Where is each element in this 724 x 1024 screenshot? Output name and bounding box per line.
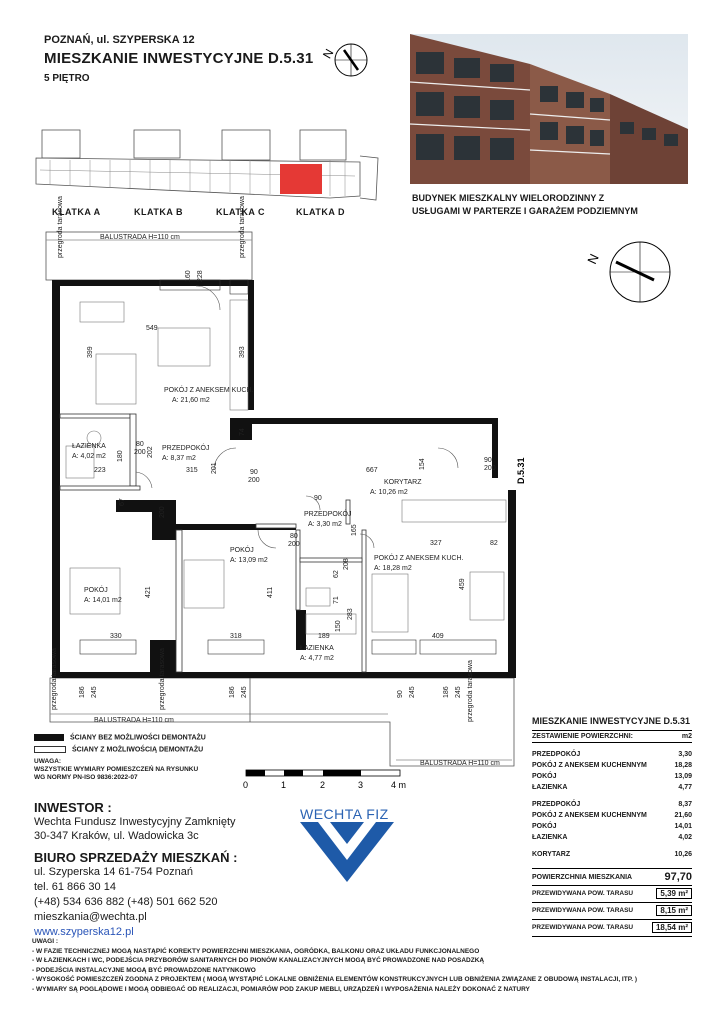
sales-tel: tel. 61 866 30 14 xyxy=(34,881,116,893)
dim-label: 90 xyxy=(250,469,258,476)
room-area-9: A: 4,77 m2 xyxy=(300,655,334,662)
dim-label: 90 xyxy=(484,457,492,464)
room-name-1: POKÓJ Z ANEKSEM KUCH. xyxy=(164,387,254,394)
total-label: POWIERZCHNIA MIESZKANIA xyxy=(532,873,633,881)
room-area-8: A: 18,28 m2 xyxy=(374,565,412,572)
sales-heading: BIURO SPRZEDAŻY MIESZKAŃ : xyxy=(34,850,238,865)
room-name-9: ŁAZIENKA xyxy=(300,645,334,652)
dim-label: 186 xyxy=(229,686,236,698)
dim-label: 208 xyxy=(343,558,350,570)
investor-line-1: Wechta Fundusz Inwestycyjny Zamknięty xyxy=(34,816,236,828)
dim-label: 228 xyxy=(197,270,204,282)
dim-label: 150 xyxy=(335,620,342,632)
dim-label: 330 xyxy=(110,633,122,640)
przegroda-label-4: przegroda tarasowa xyxy=(159,648,166,710)
investor-line-2: 30-347 Kraków, ul. Wadowicka 3c xyxy=(34,830,199,842)
sales-mobile: (+48) 534 636 882 (+48) 501 662 520 xyxy=(34,896,218,908)
balustrada-label-top: BALUSTRADA H=110 cm xyxy=(100,234,180,241)
dim-label: 201 xyxy=(211,462,218,474)
dim-label: 62 xyxy=(333,570,340,578)
dimensions-note xyxy=(34,758,198,782)
notes-line: - W ŁAZIENKACH I WC, PODEJŚCIA PRZYBORÓW SANITARNYCH DO PIONÓW KANALIZACYJNYCH MOGĄ BYĆ PROWADZONE NAD POSADZKĄ xyxy=(32,957,485,964)
dim-label: 549 xyxy=(146,325,158,332)
summary-row: POKÓJ 13,09 xyxy=(532,773,692,780)
room-area-5: A: 3,30 m2 xyxy=(308,521,342,528)
room-name-2: ŁAZIENKA xyxy=(72,443,106,450)
summary-row: ŁAZIENKA 4,77 xyxy=(532,784,692,791)
room-name-7: POKÓJ xyxy=(230,547,254,554)
dim-label: 74 xyxy=(239,428,246,436)
summary-row: PRZEDPOKÓJ 8,37 xyxy=(532,801,692,808)
dim-label: 667 xyxy=(366,467,378,474)
notes-title: UWAGI : xyxy=(32,938,58,945)
room-name-6: POKÓJ xyxy=(84,587,108,594)
note-line-1: WSZYSTKIE WYMIARY POMIESZCZEŃ NA RYSUNKU xyxy=(34,766,199,773)
dim-label: 82 xyxy=(490,540,498,547)
notes-line: - PODEJŚCIA INSTALACYJNE MOGĄ BYĆ PROWADZONE NATYNKOWO xyxy=(32,966,256,974)
room-area-6: A: 14,01 m2 xyxy=(84,597,122,604)
total-value: 97,70 xyxy=(664,871,692,883)
room-name-4: KORYTARZ xyxy=(384,479,422,486)
compass-n-label: N xyxy=(584,251,602,267)
building-description-line-2: USŁUGAMI W PARTERZE I GARAŻEM PODZIEMNYM xyxy=(412,206,638,216)
floor-label: 5 PIĘTRO xyxy=(44,73,90,84)
note-title: UWAGA: xyxy=(34,758,62,765)
logo-text: WECHTA FIZ xyxy=(300,806,389,822)
room-name-8: POKÓJ Z ANEKSEM KUCH. xyxy=(374,555,464,562)
wechta-logo-icon xyxy=(300,822,394,884)
legend-swatch-fixed xyxy=(34,734,64,741)
note-line-2: WG NORMY PN-ISO 9836:2022-07 xyxy=(34,774,138,781)
scale-bar xyxy=(240,768,410,794)
dim-label: 180 xyxy=(117,450,124,462)
dim-label: 186 xyxy=(79,686,86,698)
investor-heading: INWESTOR : xyxy=(34,800,112,815)
klatka-d-label: KLATKA D xyxy=(296,207,345,217)
summary-row: ŁAZIENKA 4,02 xyxy=(532,834,692,841)
przegroda-label-1: przegroda tarasowa xyxy=(57,196,64,258)
dim-label: 315 xyxy=(186,467,198,474)
summary-col-left: ZESTAWIENIE POWIERZCHNI: xyxy=(532,733,633,740)
dim-label: 399 xyxy=(87,346,94,358)
dim-label: 189 xyxy=(318,633,330,640)
przegroda-label-3: przegroda tarasowa xyxy=(51,648,58,710)
legend-walls-removable-label: ŚCIANY Z MOŻLIWOŚCIĄ DEMONTAŻU xyxy=(72,746,204,754)
room-area-4: A: 10,26 m2 xyxy=(370,489,408,496)
summary-total xyxy=(532,868,692,886)
dim-label: 245 xyxy=(91,686,98,698)
dim-label: 283 xyxy=(347,608,354,620)
dim-label: 327 xyxy=(430,540,442,547)
dim-label: 393 xyxy=(239,346,246,358)
project-address: POZNAŃ, ul. SZYPERSKA 12 xyxy=(44,34,195,46)
scale-tick: 2 xyxy=(320,780,326,790)
unit-code-label: D.5.31 xyxy=(516,457,526,484)
klatka-c-label: KLATKA C xyxy=(216,207,265,217)
dim-label: 90 xyxy=(314,495,322,502)
scale-tick: 0 xyxy=(243,780,249,790)
summary-row: POKÓJ Z ANEKSEM KUCHENNYM 21,60 xyxy=(532,812,692,819)
room-area-2: A: 4,02 m2 xyxy=(72,453,106,460)
dim-label: 409 xyxy=(432,633,444,640)
sales-email[interactable]: mieszkania@wechta.pl xyxy=(34,911,147,923)
summary-row: POKÓJ 14,01 xyxy=(532,823,692,830)
dim-label: 160 xyxy=(185,270,192,282)
dim-label: 421 xyxy=(145,586,152,598)
dim-label: 200 xyxy=(288,541,300,548)
room-area-3: A: 8,37 m2 xyxy=(162,455,196,462)
dim-label: 67 xyxy=(119,498,126,506)
dim-label: 154 xyxy=(419,458,426,470)
terrace-row: PRZEWIDYWANA POW. TARASU 18,54 m² xyxy=(532,919,692,937)
notes-line: - WYMIARY SĄ POGLĄDOWE I MOGĄ ODBIEGAĆ OD REALIZACJI, POMIARÓW POD ZAKUP MEBLI, URZĄDZEŃ I WYPOSAŻENIA NALEŻY DOKONAĆ Z NATURY xyxy=(32,985,530,993)
legend-walls-removable xyxy=(34,746,203,753)
dim-label: 245 xyxy=(455,686,462,698)
scale-tick: 1 xyxy=(281,780,287,790)
klatka-a-label: KLATKA A xyxy=(52,207,101,217)
scale-tick: 3 xyxy=(358,780,364,790)
dim-label: 200 xyxy=(248,477,260,484)
notes-block xyxy=(32,937,692,994)
scale-tick: 4 m xyxy=(391,780,407,790)
dim-label: 90 xyxy=(397,690,404,698)
summary-row: PRZEDPOKÓJ 3,30 xyxy=(532,751,692,758)
summary-row: KORYTARZ 10,26 xyxy=(532,851,692,858)
compass-n-label: N xyxy=(319,46,337,61)
sales-website-link[interactable]: www.szyperska12.pl xyxy=(34,926,134,938)
dim-label: 245 xyxy=(409,686,416,698)
przegroda-label-5: przegroda tarasowa xyxy=(467,660,474,722)
dim-label: 245 xyxy=(241,686,248,698)
dim-label: 80 xyxy=(290,533,298,540)
notes-line: - W FAZIE TECHNICZNEJ MOGĄ NASTĄPIĆ KOREKTY POWIERZCHNI MIESZKANIA, OGRÓDKA, BALKONU ORAZ UKŁADU FUNKCJONALNEGO xyxy=(32,947,480,955)
room-name-5: PRZEDPOKÓJ xyxy=(304,511,352,518)
balustrada-label-right: BALUSTRADA H=110 cm xyxy=(420,760,500,767)
dim-label: 71 xyxy=(333,596,340,604)
dim-label: 411 xyxy=(267,586,274,598)
terrace-row: PRZEWIDYWANA POW. TARASU 8,15 m² xyxy=(532,902,692,920)
przegroda-label-2: przegroda tarasowa xyxy=(239,196,246,258)
summary-header xyxy=(532,730,692,743)
room-name-3: PRZEDPOKÓJ xyxy=(162,445,210,452)
balustrada-label-bottom: BALUSTRADA H=110 cm xyxy=(94,717,174,724)
summary-title: MIESZKANIE INWESTYCYJNE D.5.31 xyxy=(532,716,691,726)
dim-label: 165 xyxy=(351,524,358,536)
legend-walls-fixed-label: ŚCIANY BEZ MOŻLIWOŚCI DEMONTAŻU xyxy=(70,734,206,742)
apartment-title: MIESZKANIE INWESTYCYJNE D.5.31 xyxy=(44,50,314,67)
terrace-row: PRZEWIDYWANA POW. TARASU 5,39 m² xyxy=(532,885,692,903)
room-area-7: A: 13,09 m2 xyxy=(230,557,268,564)
notes-line: - WYSOKOŚĆ POMIESZCZEŃ ZGODNA Z PROJEKTEM ( MOGĄ WYSTĄPIĆ LOKALNE OBNIŻENIA ELEMENTÓW KONSTRUKCYJNYCH LUB OBNIŻENIA ZWIĄZANE Z OBUDOWĄ INSTALACJI, ITP. ) xyxy=(32,976,637,983)
dim-label: 318 xyxy=(230,633,242,640)
dim-label: 459 xyxy=(459,578,466,590)
dim-label: 202 xyxy=(147,446,154,458)
klatka-b-label: KLATKA B xyxy=(134,207,183,217)
building-description-line-1: BUDYNEK MIESZKALNY WIELORODZINNY Z xyxy=(412,193,605,203)
dim-label: 223 xyxy=(94,467,106,474)
dim-label: 200 xyxy=(134,449,146,456)
legend-swatch-removable xyxy=(34,746,66,753)
summary-col-right: m2 xyxy=(681,733,692,740)
room-area-1: A: 21,60 m2 xyxy=(172,397,210,404)
dim-label: 200 xyxy=(159,506,166,518)
dim-label: 200 xyxy=(484,465,496,472)
summary-row: POKÓJ Z ANEKSEM KUCHENNYM 18,28 xyxy=(532,762,692,769)
dim-label: 186 xyxy=(443,686,450,698)
area-summary xyxy=(532,716,692,860)
sales-address: ul. Szyperska 14 61-754 Poznań xyxy=(34,866,193,878)
dim-label: 80 xyxy=(136,441,144,448)
legend-walls-fixed xyxy=(34,734,206,741)
